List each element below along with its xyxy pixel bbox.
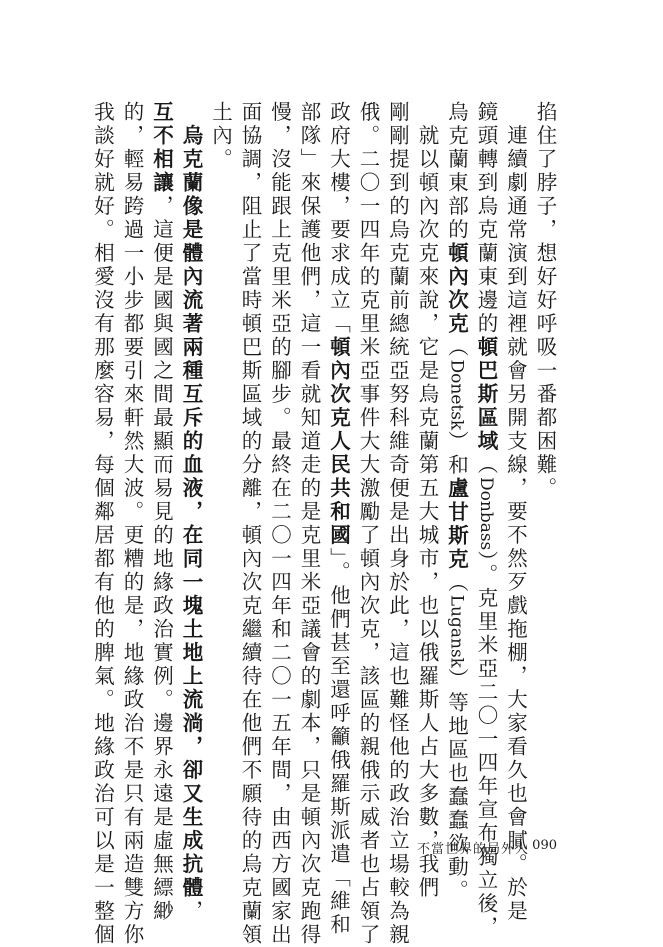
text-run: （ — [444, 336, 469, 360]
text-column — [358, 101, 379, 947]
bold-text: 頓巴斯區域 — [474, 336, 498, 454]
bold-text: 烏克蘭像是體內流著兩種互斥的血液，在同一塊土地上流淌，卻又生成抗體 — [179, 124, 203, 900]
text-column — [505, 101, 526, 924]
page-footer — [0, 838, 663, 862]
latin-term: Donetsk — [446, 359, 467, 431]
text-run: 慢，沒能跟上克里米亞的腳步。最終在二〇一四年和二〇一五年間，由西方國家出 — [267, 101, 292, 947]
latin-term: Donbass — [476, 477, 496, 551]
text-column — [535, 101, 556, 501]
text-run: 部隊」來保護他們，這一看就知道走的是克里米亞議會的劇本，只是頓內次克跑得 — [297, 101, 321, 947]
text-column — [387, 101, 408, 947]
text-column — [181, 101, 202, 924]
bold-text: 盧甘斯克 — [444, 477, 469, 572]
running-title: 不當世界的局外人 — [416, 842, 529, 857]
text-column — [446, 101, 467, 903]
text-run: ， — [179, 900, 203, 924]
text-run: ）和 — [444, 430, 469, 478]
text-run: 俄。二〇一四年的克里米亞事件大大激勵了頓內次克，該區的親俄示威者也占領了 — [356, 101, 380, 947]
text-column — [151, 101, 172, 924]
text-run: 面協調，阻止了當時頓巴斯區域的分離，頓內次克繼續待在他們不願待的烏克蘭領 — [238, 101, 262, 947]
text-run: 鏡頭轉到烏克蘭東邊的 — [474, 101, 498, 336]
text-column — [299, 101, 320, 947]
text-run: 政府大樓，要求成立「 — [326, 101, 351, 336]
bold-text: 互不相讓 — [149, 101, 174, 195]
text-run: ）。克里米亞二〇一四年宣布獨立後， — [474, 550, 498, 940]
text-column — [210, 101, 231, 172]
latin-term: Lugansk — [446, 594, 467, 668]
text-column — [240, 101, 261, 947]
bold-text: 頓內次克人民共和國 — [326, 336, 351, 548]
text-run: 掐住了脖子，想好好呼吸一番都困難。 — [533, 101, 557, 501]
text-run: 土內。 — [208, 101, 233, 172]
text-column — [269, 101, 290, 947]
text-run: 我談好就好。相愛沒有那麼容易，每個鄰居都有他的脾氣。地緣政治可以是一整個 — [90, 101, 115, 947]
text-column — [122, 101, 143, 947]
text-column — [417, 101, 438, 900]
text-run: ，這便是國與國之間最顯而易見的地緣政治實例。邊界永遠是虛無縹緲 — [149, 195, 174, 924]
text-run: 剛剛提到的烏克蘭前總統亞努科維奇便是出身於此，這也難怪他的政治立場較為親 — [385, 101, 410, 947]
text-run — [179, 101, 203, 125]
text-column — [476, 101, 497, 940]
text-run: 」。他們甚至還呼籲俄羅斯派遣「維和 — [326, 547, 351, 937]
text-run: ）等地區也蠢蠢欲動。 — [444, 667, 469, 903]
page-number: 090 — [532, 838, 557, 853]
text-run: 烏克蘭東部的 — [444, 101, 469, 242]
text-run: （ — [474, 453, 498, 477]
text-run: 就以頓內次克來說，它是烏克蘭第五大城市，也以俄羅斯人占大多數，我們 — [415, 101, 439, 900]
text-column — [328, 101, 349, 937]
text-column — [92, 101, 113, 947]
text-run: 的，輕易跨過一小步都要引來軒然大波。更糟的是，地緣政治不是只有兩造雙方你 — [120, 101, 144, 947]
bold-text: 頓內次克 — [444, 242, 469, 336]
text-run: （ — [444, 571, 469, 595]
text-run: 連續劇通常演到這裡就會另開支線，要不然歹戲拖棚，大家看久也會膩。於是 — [503, 101, 528, 924]
